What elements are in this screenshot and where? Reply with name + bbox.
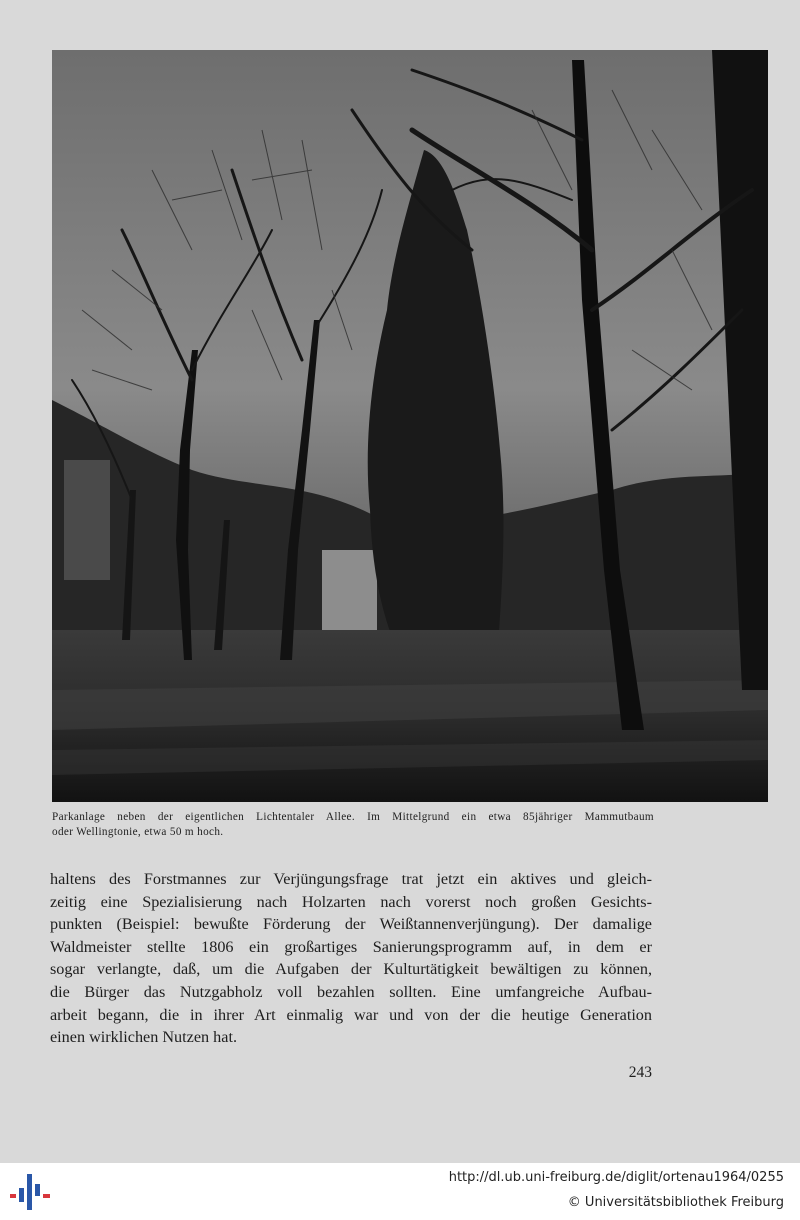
university-library-logo-icon xyxy=(10,1172,50,1212)
copyright-notice: © Universitätsbibliothek Freiburg xyxy=(567,1195,784,1210)
body-line: haltens des Forstmannes zur Verjüngungsfrage trat jetzt ein aktives und gleich- xyxy=(50,870,652,888)
body-line: punkten (Beispiel: bewußte Förderung der Weißtannenverjüngung). Der damalige xyxy=(50,915,652,934)
caption-line-2: oder Wellingtonie, etwa 50 m hoch. xyxy=(52,826,224,838)
permalink-url[interactable]: http://dl.ub.uni-freiburg.de/diglit/ortenau1964/0255 xyxy=(448,1170,784,1185)
photo-caption xyxy=(52,810,654,840)
caption-line-1: Parkanlage neben der eigentlichen Lichtentaler Allee. Im Mittelgrund ein etwa 85jähriger Mammutbaum xyxy=(52,811,654,823)
body-line: arbeit begann, die in ihrer Art einmalig war und von der die heutige Generation xyxy=(50,1005,652,1024)
body-line: Waldmeister stellte 1806 ein großartiges Sanierungsprogramm auf, in dem er xyxy=(50,937,652,956)
body-line: zeitig eine Spezialisierung nach Holzarten nach vorerst noch großen Gesichts- xyxy=(50,892,652,911)
body-line: die Bürger das Nutzgabholz voll bezahlen sollten. Eine umfangreiche Aufbau- xyxy=(50,982,652,1001)
footer-bar xyxy=(0,1163,800,1220)
body-paragraph xyxy=(50,868,652,1049)
park-photograph xyxy=(52,50,768,802)
body-line: sogar verlangte, daß, um die Aufgaben der Kulturtätigkeit bewältigen zu können, xyxy=(50,960,652,979)
park-photo-illustration xyxy=(52,50,768,802)
page-number: 243 xyxy=(628,1064,652,1081)
body-line: einen wirklichen Nutzen hat. xyxy=(50,1028,237,1047)
